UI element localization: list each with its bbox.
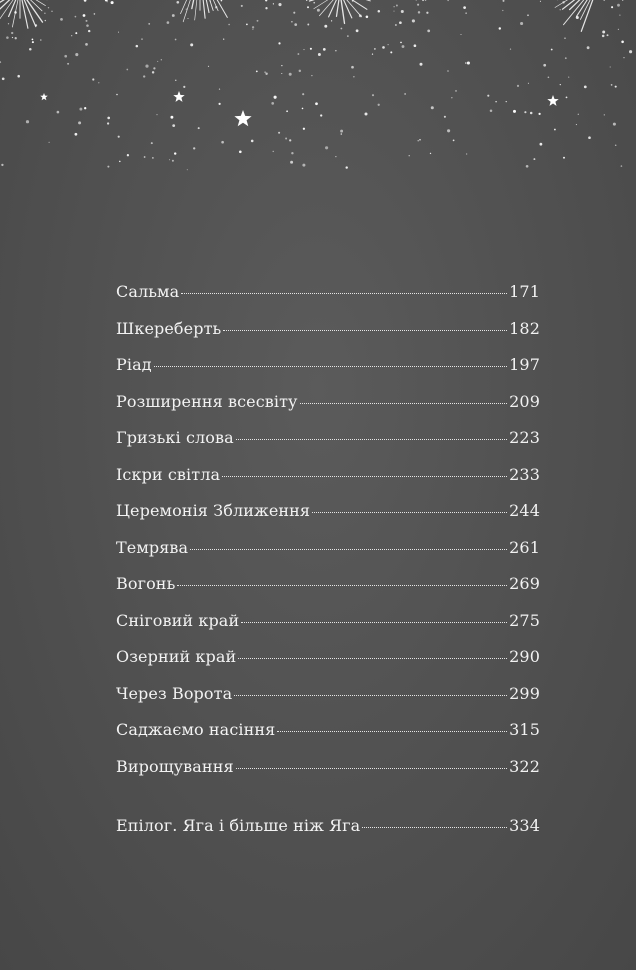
dot-leader (241, 622, 507, 623)
toc-entry (116, 574, 540, 611)
toc-entry-page: 315 (509, 720, 540, 739)
dot-leader (312, 512, 507, 513)
dot-leader (190, 549, 507, 550)
dot-leader (222, 476, 507, 477)
toc-entry (116, 611, 540, 648)
toc-entry-title: Гризькі слова (116, 428, 234, 447)
toc-entry (116, 647, 540, 684)
toc-entry (116, 501, 540, 538)
toc-entry-title: Сальма (116, 282, 180, 301)
toc-entry-epilogue (116, 816, 540, 853)
toc-entry (116, 428, 540, 465)
dot-leader (238, 658, 507, 659)
toc-entry-title: Озерний край (116, 647, 237, 666)
toc-entry-page: 197 (509, 355, 540, 374)
toc-entry (116, 282, 540, 319)
toc-entry-page: 334 (509, 816, 540, 835)
toc-entry-title: Церемонія Зближення (116, 501, 311, 520)
toc-entry-page: 223 (509, 428, 540, 447)
dot-leader (234, 695, 507, 696)
toc-entry-title: Сніговий край (116, 610, 240, 630)
toc-entry-page: 233 (509, 464, 540, 484)
toc-entry (116, 392, 540, 429)
toc-entry-page: 171 (509, 282, 540, 301)
toc-entry-title: Іскри світла (116, 464, 221, 484)
dot-leader (277, 731, 507, 732)
toc-entry-title: Вирощування (116, 756, 234, 776)
dot-leader (181, 293, 507, 294)
toc-entry (116, 538, 540, 575)
dot-leader (223, 330, 507, 331)
toc-entry (116, 720, 540, 757)
toc-entry-page: 275 (509, 610, 540, 630)
dot-leader (236, 768, 508, 769)
toc-entry (116, 757, 540, 794)
table-of-contents (116, 282, 540, 853)
toc-entry-page: 299 (509, 683, 540, 703)
toc-entry-title: Шкереберть (116, 318, 222, 338)
toc-entry-title: Епілог. Яга і більше ніж Яга (116, 816, 361, 835)
toc-entry (116, 465, 540, 502)
toc-entry-page: 322 (509, 756, 540, 776)
dot-leader (362, 827, 507, 828)
dot-leader (154, 366, 507, 367)
dot-leader (300, 403, 508, 404)
toc-entry-title: Вогонь (116, 574, 176, 593)
toc-entry-title: Ріад (116, 355, 152, 374)
dot-leader (177, 585, 507, 586)
toc-entry-title: Розширення всесвіту (116, 391, 298, 411)
toc-entry-page: 261 (509, 537, 540, 557)
toc-entry-title: Темрява (116, 537, 189, 557)
toc-entry-page: 244 (509, 501, 540, 520)
fireworks-illustration (0, 0, 636, 200)
toc-entry-page: 182 (509, 318, 540, 338)
toc-entry-title: Через Ворота (116, 683, 233, 703)
toc-entry-page: 209 (509, 391, 540, 411)
toc-entry-page: 290 (509, 647, 540, 666)
toc-entry-page: 269 (509, 574, 540, 593)
toc-entry (116, 684, 540, 721)
dot-leader (236, 439, 507, 440)
toc-entry (116, 355, 540, 392)
toc-entry-title: Саджаємо насіння (116, 720, 276, 739)
toc-entry (116, 319, 540, 356)
